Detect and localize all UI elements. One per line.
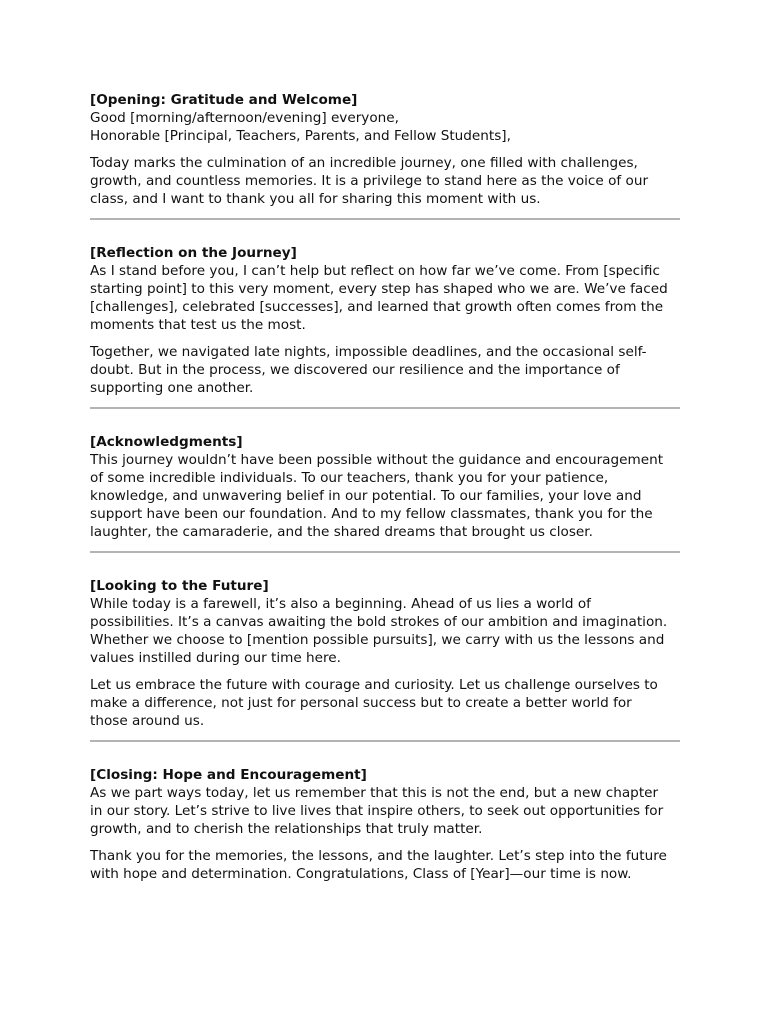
text-line: As I stand before you, I can’t help but reflect on how far we’ve come. From [specific xyxy=(90,263,660,279)
text-line: support have been our foundation. And to my fellow classmates, thank you for the xyxy=(90,506,653,522)
text-line: of some incredible individuals. To our teachers, thank you for your patience, xyxy=(90,470,609,486)
text-line: possibilities. It’s a canvas awaiting the bold strokes of our ambition and imagination. xyxy=(90,614,668,630)
section-heading: [Opening: Gratitude and Welcome] xyxy=(90,92,358,108)
section-heading: [Reflection on the Journey] xyxy=(90,245,297,261)
text-line: Let us embrace the future with courage and curiosity. Let us challenge ourselves to xyxy=(90,677,658,693)
text-line: Today marks the culmination of an incredible journey, one filled with challenges, xyxy=(90,155,638,171)
paragraph xyxy=(90,154,680,208)
paragraph xyxy=(90,847,680,883)
text-line: growth, and countless memories. It is a privilege to stand here as the voice of our xyxy=(90,173,649,189)
section-acknowledgments xyxy=(90,433,680,541)
text-line: Good [morning/afternoon/evening] everyone, xyxy=(90,110,399,126)
text-line: This journey wouldn’t have been possible without the guidance and encouragement xyxy=(90,452,664,468)
paragraph xyxy=(90,451,680,541)
section-divider xyxy=(90,218,680,220)
text-line: starting point] to this very moment, every step has shaped who we are. We’ve faced xyxy=(90,281,668,297)
text-line: class, and I want to thank you all for sharing this moment with us. xyxy=(90,191,541,207)
text-line: values instilled during our time here. xyxy=(90,650,341,666)
text-line: As we part ways today, let us remember that this is not the end, but a new chapter xyxy=(90,785,659,801)
text-line: While today is a farewell, it’s also a beginning. Ahead of us lies a world of xyxy=(90,596,591,612)
text-line: [challenges], celebrated [successes], and learned that growth often comes from the xyxy=(90,299,664,315)
text-line: Together, we navigated late nights, impossible deadlines, and the occasional self- xyxy=(90,344,647,360)
paragraph xyxy=(90,784,680,838)
paragraph xyxy=(90,109,680,145)
section-reflection xyxy=(90,244,680,397)
text-line: make a difference, not just for personal success but to create a better world for xyxy=(90,695,632,711)
section-closing xyxy=(90,766,680,883)
text-line: Whether we choose to [mention possible pursuits], we carry with us the lessons and xyxy=(90,632,665,648)
section-opening xyxy=(90,91,680,208)
section-divider xyxy=(90,551,680,553)
text-line: doubt. But in the process, we discovered our resilience and the importance of xyxy=(90,362,620,378)
text-line: with hope and determination. Congratulations, Class of [Year]—our time is now. xyxy=(90,866,632,882)
section-divider xyxy=(90,740,680,742)
section-heading: [Looking to the Future] xyxy=(90,578,269,594)
paragraph xyxy=(90,262,680,334)
section-heading: [Closing: Hope and Encouragement] xyxy=(90,767,367,783)
text-line: laughter, the camaraderie, and the shared dreams that brought us closer. xyxy=(90,524,593,540)
paragraph xyxy=(90,595,680,667)
text-line: moments that test us the most. xyxy=(90,317,306,333)
section-divider xyxy=(90,407,680,409)
section-future xyxy=(90,577,680,730)
paragraph xyxy=(90,343,680,397)
text-line: in our story. Let’s strive to live lives that inspire others, to seek out opportunities for xyxy=(90,803,664,819)
speech-document xyxy=(90,91,680,892)
paragraph xyxy=(90,676,680,730)
text-line: supporting one another. xyxy=(90,380,254,396)
text-line: knowledge, and unwavering belief in our potential. To our families, your love and xyxy=(90,488,642,504)
text-line: Honorable [Principal, Teachers, Parents, and Fellow Students], xyxy=(90,128,511,144)
text-line: growth, and to cherish the relationships that truly matter. xyxy=(90,821,483,837)
text-line: those around us. xyxy=(90,713,205,729)
section-heading: [Acknowledgments] xyxy=(90,434,243,450)
text-line: Thank you for the memories, the lessons, and the laughter. Let’s step into the future xyxy=(90,848,667,864)
